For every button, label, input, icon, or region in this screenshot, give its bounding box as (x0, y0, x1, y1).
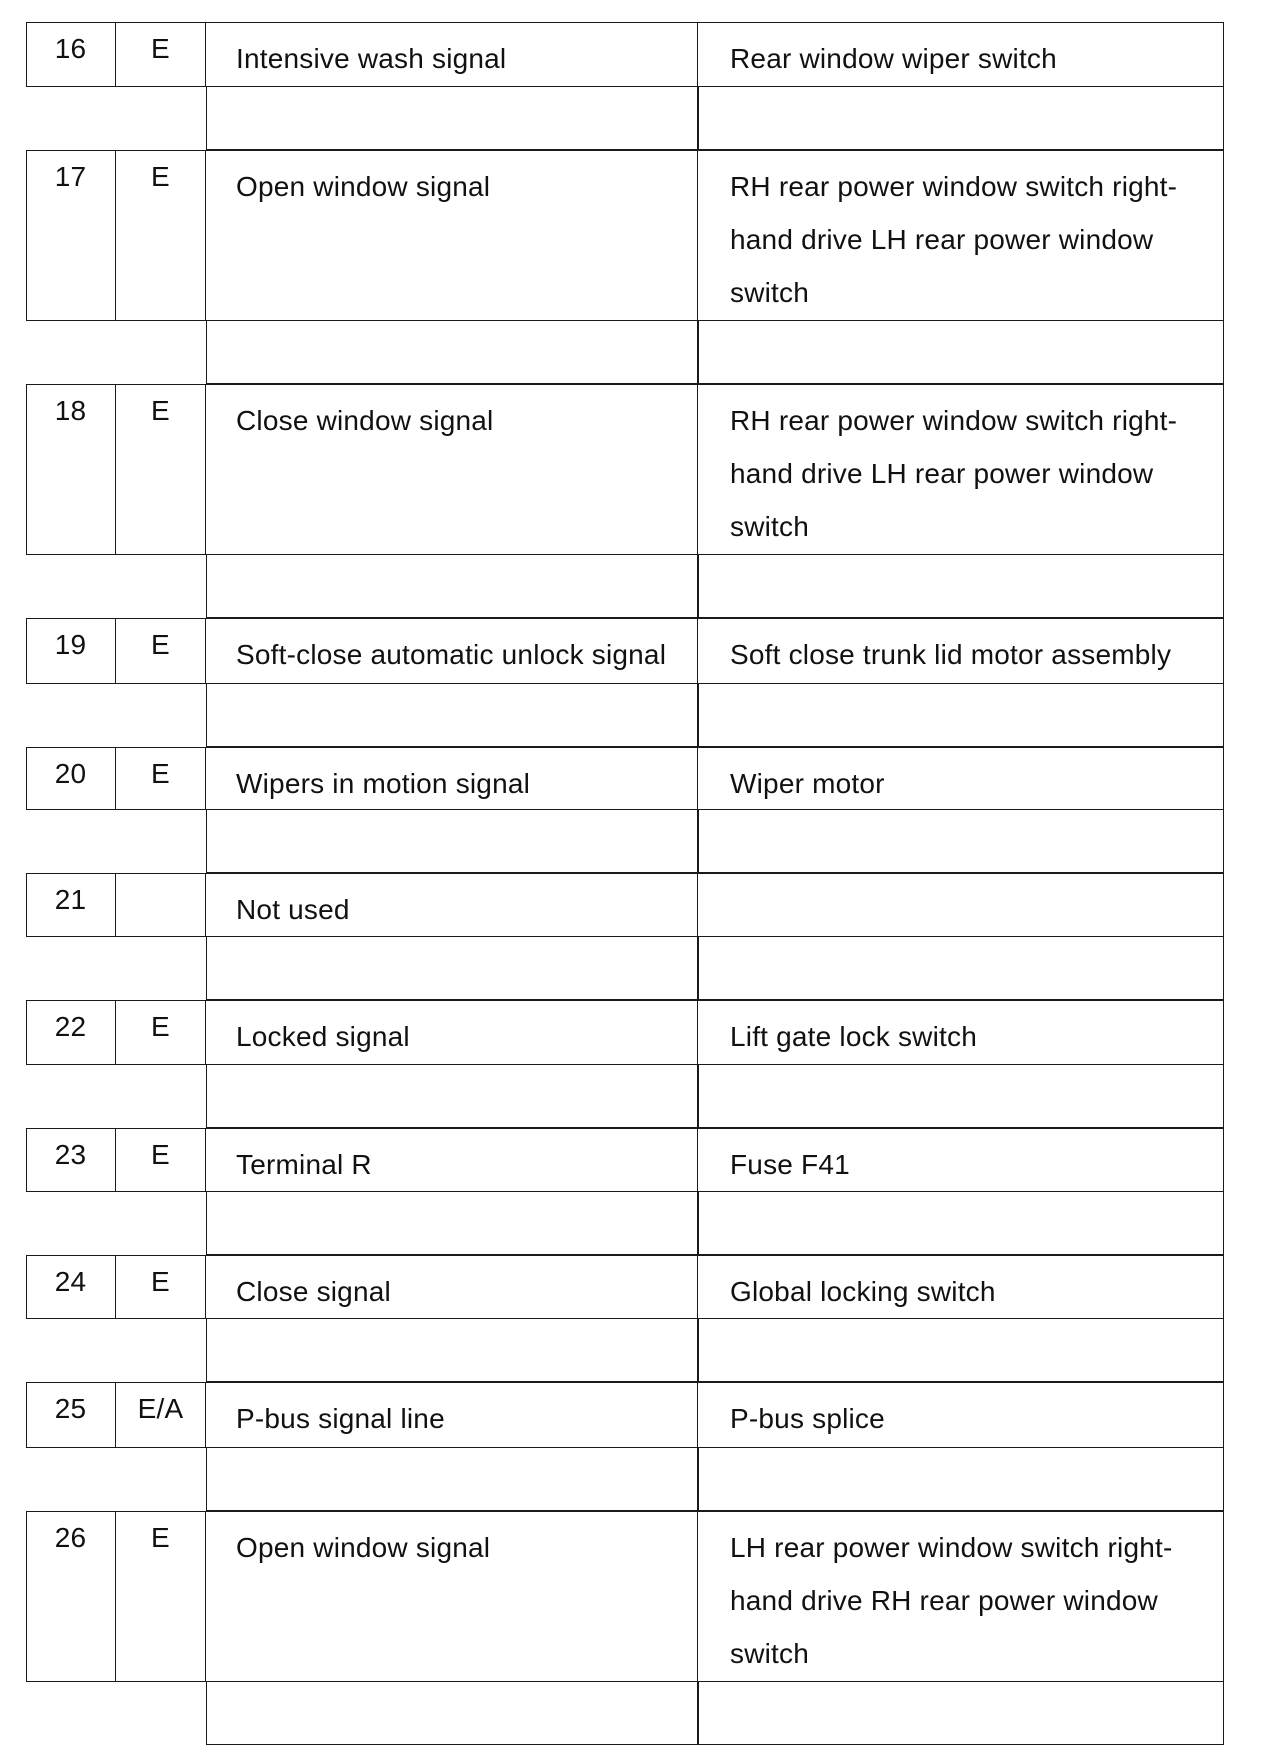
function-label: Close signal (236, 1276, 391, 1307)
spacer-cell (698, 1448, 1224, 1511)
function-label: Soft-close automatic unlock signal (236, 639, 667, 670)
destination-text (698, 873, 1224, 937)
spacer-cell (206, 937, 698, 1000)
pin-number: 22 (26, 1000, 116, 1065)
signal-type: E (116, 1000, 206, 1065)
spacer-cell (206, 684, 698, 747)
destination-text (698, 1000, 1224, 1065)
destination-text (698, 1255, 1224, 1319)
function-label: Wipers in motion signal (236, 768, 531, 799)
table-row (0, 1128, 1264, 1192)
function-text (206, 747, 698, 810)
spacer-cell (206, 1319, 698, 1382)
signal-type: E (116, 747, 206, 810)
destination-text (698, 384, 1224, 555)
spacer-cell (206, 555, 698, 618)
pin-number: 25 (26, 1382, 116, 1448)
destination-label: Wiper motor (730, 768, 885, 799)
signal-type: E (116, 1128, 206, 1192)
table-row (0, 873, 1264, 937)
function-label: Open window signal (236, 1532, 491, 1563)
destination-text (698, 22, 1224, 87)
table-row (0, 150, 1264, 321)
spacer-row (0, 1065, 1264, 1128)
function-text (206, 1255, 698, 1319)
spacer-cell (698, 1319, 1224, 1382)
table-row (0, 1511, 1264, 1682)
spacer-cell (206, 87, 698, 150)
spacer-cell (698, 321, 1224, 384)
destination-text (698, 1128, 1224, 1192)
pin-number: 23 (26, 1128, 116, 1192)
signal-type: E (116, 384, 206, 555)
function-text (206, 618, 698, 684)
table-row (0, 747, 1264, 810)
destination-text (698, 747, 1224, 810)
signal-type: E/A (116, 1382, 206, 1448)
function-label: P-bus signal line (236, 1403, 445, 1434)
function-label: Terminal R (236, 1149, 372, 1180)
destination-label: Soft close trunk lid motor assembly (730, 639, 1172, 670)
destination-label: P-bus splice (730, 1403, 885, 1434)
spacer-cell (698, 87, 1224, 150)
function-label: Not used (236, 894, 350, 925)
destination-label: Global locking switch (730, 1276, 996, 1307)
function-label: Locked signal (236, 1021, 410, 1052)
spacer-cell (206, 321, 698, 384)
destination-text (698, 1382, 1224, 1448)
destination-text (698, 618, 1224, 684)
function-text (206, 22, 698, 87)
pin-number: 18 (26, 384, 116, 555)
table-row (0, 1382, 1264, 1448)
pin-number: 17 (26, 150, 116, 321)
destination-label: RH rear power window switch right-hand drive LH rear power window switch (730, 171, 1178, 308)
function-text (206, 1000, 698, 1065)
function-text (206, 150, 698, 321)
table-row (0, 384, 1264, 555)
table-row (0, 22, 1264, 87)
function-text (206, 1511, 698, 1682)
spacer-cell (698, 1192, 1224, 1255)
signal-type: E (116, 1511, 206, 1682)
function-text (206, 1128, 698, 1192)
pin-number: 24 (26, 1255, 116, 1319)
function-text (206, 384, 698, 555)
destination-text (698, 1511, 1224, 1682)
signal-type: E (116, 618, 206, 684)
spacer-cell (698, 1682, 1224, 1745)
function-label: Intensive wash signal (236, 43, 507, 74)
table-row (0, 618, 1264, 684)
spacer-row (0, 684, 1264, 747)
spacer-row (0, 1682, 1264, 1745)
destination-label: Lift gate lock switch (730, 1021, 977, 1052)
spacer-row (0, 1448, 1264, 1511)
pin-number: 21 (26, 873, 116, 937)
spacer-row (0, 87, 1264, 150)
pin-number: 16 (26, 22, 116, 87)
spacer-cell (698, 1065, 1224, 1128)
spacer-row (0, 937, 1264, 1000)
destination-label: RH rear power window switch right-hand drive LH rear power window switch (730, 405, 1178, 542)
function-label: Close window signal (236, 405, 494, 436)
signal-type: E (116, 150, 206, 321)
spacer-cell (698, 555, 1224, 618)
destination-label: Fuse F41 (730, 1149, 850, 1180)
table-row (0, 1000, 1264, 1065)
destination-label (730, 873, 1199, 883)
spacer-cell (206, 1682, 698, 1745)
spacer-cell (206, 1192, 698, 1255)
spacer-cell (698, 810, 1224, 873)
signal-type (116, 873, 206, 937)
destination-label: LH rear power window switch right-hand drive RH rear power window switch (730, 1532, 1173, 1669)
spacer-cell (698, 684, 1224, 747)
signal-type: E (116, 1255, 206, 1319)
pin-number: 19 (26, 618, 116, 684)
table-row (0, 1255, 1264, 1319)
function-label: Open window signal (236, 171, 491, 202)
pin-number: 26 (26, 1511, 116, 1682)
spacer-row (0, 1319, 1264, 1382)
function-text (206, 1382, 698, 1448)
spacer-row (0, 555, 1264, 618)
spacer-cell (206, 1448, 698, 1511)
function-text (206, 873, 698, 937)
destination-label: Rear window wiper switch (730, 43, 1057, 74)
spacer-cell (206, 1065, 698, 1128)
spacer-row (0, 321, 1264, 384)
spacer-cell (206, 810, 698, 873)
destination-text (698, 150, 1224, 321)
spacer-cell (698, 937, 1224, 1000)
spacer-row (0, 1192, 1264, 1255)
pin-number: 20 (26, 747, 116, 810)
signal-type: E (116, 22, 206, 87)
spacer-row (0, 810, 1264, 873)
